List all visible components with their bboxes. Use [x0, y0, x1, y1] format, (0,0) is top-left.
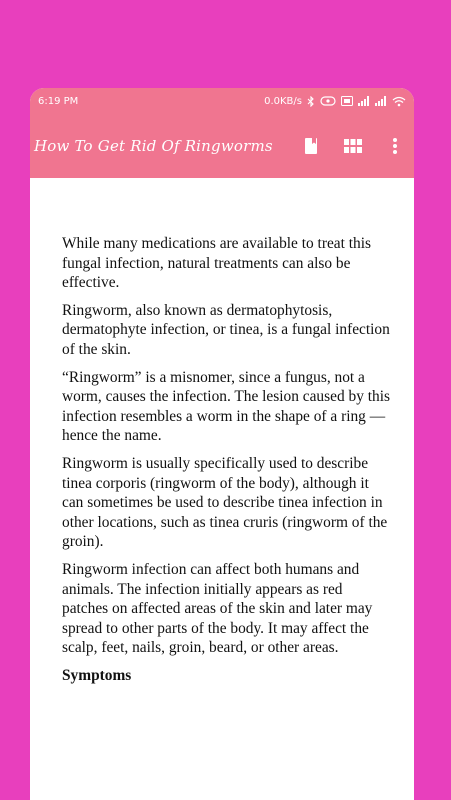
- app-bar: [30, 114, 414, 178]
- phone-screen: [30, 88, 414, 800]
- status-bar: [30, 88, 414, 114]
- grid-icon[interactable]: [342, 135, 364, 157]
- status-icons: [264, 96, 406, 107]
- network-speed: 0.0KB/s: [264, 95, 302, 107]
- article-paragraph: Ringworm is usually specifically used to describe tinea corporis (ringworm of the body), although it can sometimes be used to describe tinea infection in other locations, such as tinea cruris (ringworm of the groin).: [62, 454, 388, 551]
- status-time: 6:19 PM: [38, 95, 79, 107]
- bluetooth-icon: [307, 96, 315, 107]
- article-content: [30, 178, 414, 685]
- alarm-icon: [320, 96, 336, 106]
- more-vert-icon[interactable]: [384, 135, 406, 157]
- article-paragraph: Ringworm, also known as dermatophytosis, dermatophyte infection, or tinea, is a fungal infection of the skin.: [62, 301, 390, 358]
- app-actions: [300, 135, 406, 157]
- article-paragraph: Ringworm infection can affect both humans and animals. The infection initially appears as red patches on affected areas of the skin and later may spread to other parts of the body. It may affect the scalp, feet, nails, groin, beard, or other areas.: [62, 560, 373, 657]
- bookmark-icon[interactable]: [300, 135, 322, 157]
- signal-icon: [375, 96, 387, 106]
- signal-icon: [358, 96, 370, 106]
- article-paragraph: While many medications are available to treat this fungal infection, natural treatments can also be effective.: [62, 235, 371, 292]
- wifi-icon: [392, 96, 406, 107]
- app-title: How To Get Rid Of Ringworms: [34, 137, 273, 155]
- volte-icon: [341, 96, 353, 106]
- article-paragraph: “Ringworm” is a misnomer, since a fungus, not a worm, causes the infection. The lesion caused by this infection resembles a worm in the shape of a ring — hence the name.: [62, 368, 390, 445]
- section-heading: Symptoms: [62, 666, 132, 684]
